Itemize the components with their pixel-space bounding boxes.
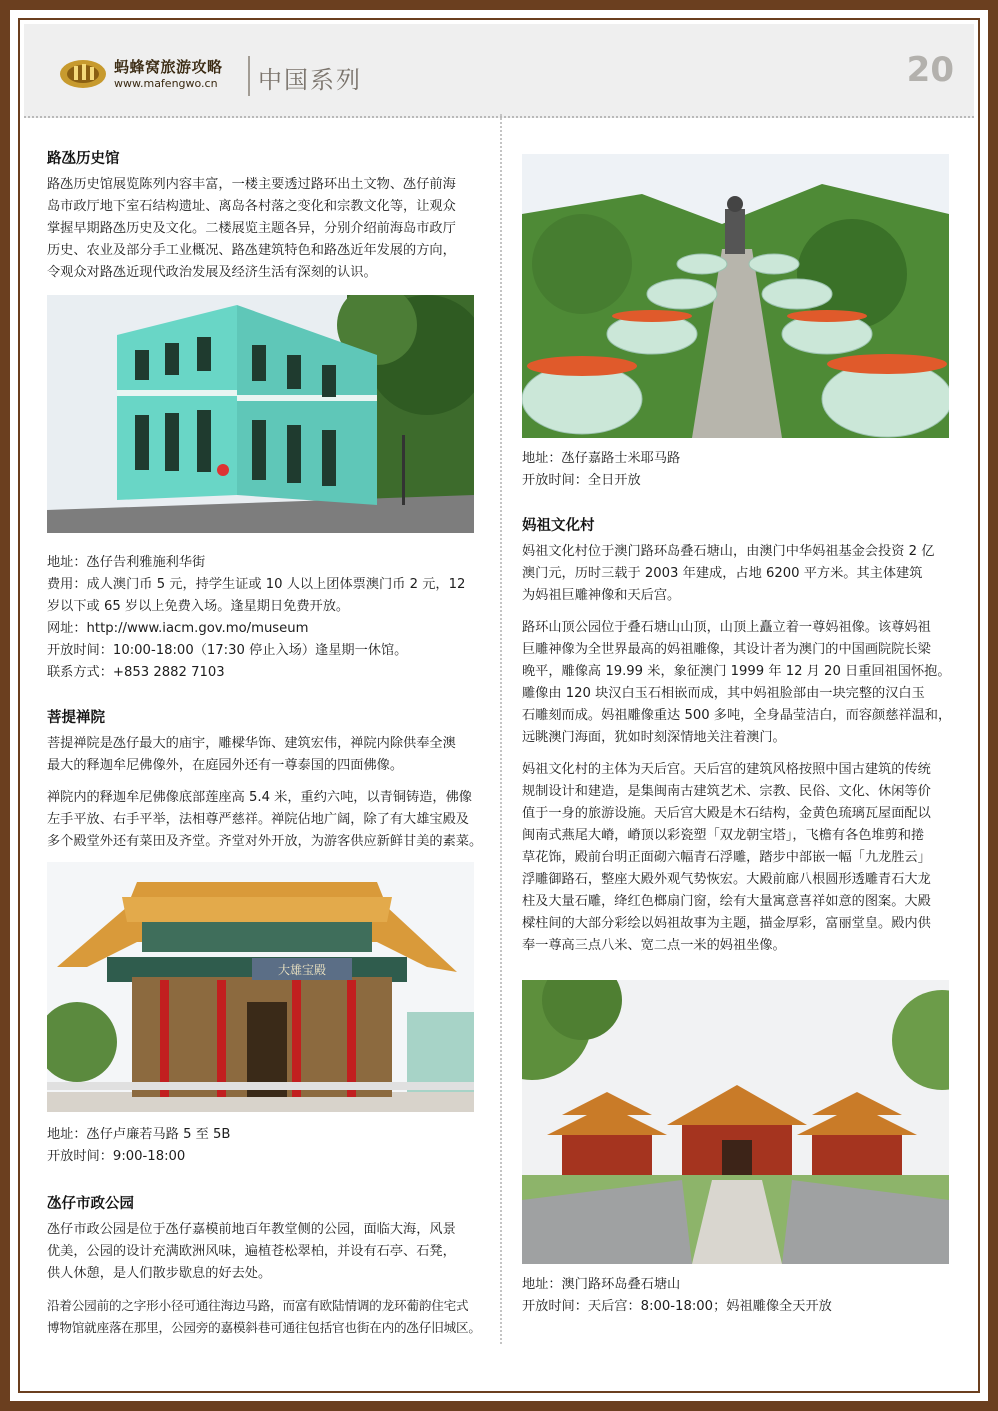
brand-url[interactable]: www.mafengwo.cn bbox=[114, 77, 218, 90]
museum-desc-line: 令观众对路氹近现代政治发展及经济生活有深刻的认识。 bbox=[47, 265, 377, 280]
mazu-hours: 开放时间：天后宫：8:00-18:00；妈祖雕像全天开放 bbox=[522, 1299, 832, 1314]
mazu-p3-line: 值于一身的旅游设施。天后宫大殿是木石结构，金黄色琉璃瓦屋面配以 bbox=[522, 806, 931, 821]
mazu-p1-line: 妈祖文化村位于澳门路环岛叠石塘山，由澳门中华妈祖基金会投资 2 亿 bbox=[522, 544, 935, 559]
mazu-p1-line: 澳门元，历时三载于 2003 年建成，占地 6200 平方米。其主体建筑 bbox=[522, 566, 923, 581]
mazu-address: 地址：澳门路环岛叠石塘山 bbox=[522, 1277, 681, 1292]
mazu-p3-line: 妈祖文化村的主体为天后宫。天后宫的建筑风格按照中国古建筑的传统 bbox=[522, 762, 931, 777]
museum-desc-line: 路氹历史馆展览陈列内容丰富，一楼主要透过路环出土文物、氹仔前海 bbox=[47, 177, 456, 192]
mazu-p2-line: 晚平，雕像高 19.99 米，象征澳门 1999 年 12 月 20 日重回祖国怀抱。 bbox=[522, 664, 951, 679]
brand-name: 蚂蜂窝旅游攻略 bbox=[114, 58, 223, 76]
park-p2-line: 沿着公园前的之字形小径可通往海边马路，而富有欧陆情调的龙环葡韵住宅式 bbox=[47, 1298, 469, 1313]
mazu-temple-photo bbox=[522, 980, 949, 1264]
museum-section bbox=[47, 148, 487, 284]
museum-address: 地址：氹仔告利雅施利华街 bbox=[47, 555, 206, 570]
temple-p2-line: 禅院内的释迦牟尼佛像底部莲座高 5.4 米，重约六吨，以青铜铸造，佛像 bbox=[47, 790, 472, 805]
park-title: 氹仔市政公园 bbox=[47, 1196, 134, 1212]
garden-photo bbox=[522, 154, 949, 438]
park-p1-line: 氹仔市政公园是位于氹仔嘉模前地百年教堂侧的公园，面临大海，风景 bbox=[47, 1222, 456, 1237]
column-divider bbox=[500, 114, 502, 1344]
page bbox=[10, 10, 988, 1401]
mazu-p1-line: 为妈祖巨雕神像和天后宫。 bbox=[522, 588, 681, 603]
park-p1-line: 供人休憩，是人们散步歇息的好去处。 bbox=[47, 1266, 272, 1281]
mazu-p2-line: 雕像由 120 块汉白玉石相嵌而成，其中妈祖脸部由一块完整的汉白玉 bbox=[522, 686, 925, 701]
page-number: 20 bbox=[906, 50, 954, 90]
temple-p1-line: 菩提禅院是氹仔最大的庙宇，雕樑华饰、建筑宏伟，禅院内除供奉全澳 bbox=[47, 736, 456, 751]
temple-p1-line: 最大的释迦牟尼佛像外，在庭园外还有一尊泰国的四面佛像。 bbox=[47, 758, 404, 773]
park-p1-line: 优美，公园的设计充满欧洲风味，遍植苍松翠柏，并设有石亭、石凳， bbox=[47, 1244, 456, 1259]
mazu-section bbox=[522, 515, 962, 957]
mazu-p3-line: 柱及大量石雕，绛红色榔扇门窗，绘有大量寓意喜祥如意的图案。大殿 bbox=[522, 894, 931, 909]
mazu-p3-line: 樑柱间的大部分彩绘以妈祖故事为主题，描金厚彩，富丽堂皇。殿内供 bbox=[522, 916, 931, 931]
temple-hours: 开放时间：9:00-18:00 bbox=[47, 1149, 186, 1164]
park-p2-line: 博物馆就座落在那里，公园旁的嘉模斜巷可通往包括官也街在内的氹仔旧城区。 bbox=[47, 1320, 481, 1335]
garden-address: 地址：氹仔嘉路士米耶马路 bbox=[522, 451, 681, 466]
museum-desc-line: 岛市政厅地下室石结构遗址、离岛各村落之变化和宗教文化等，让观众 bbox=[47, 199, 456, 214]
park-section bbox=[47, 1193, 487, 1339]
mazu-p2-line: 远眺澳门海面，犹如时刻深情地关注着澳门。 bbox=[522, 730, 786, 745]
mazu-p3-line: 规制设计和建造，是集闽南古建筑艺术、宗教、民俗、文化、休闲等价 bbox=[522, 784, 931, 799]
museum-website[interactable]: 网址：http://www.iacm.gov.mo/museum bbox=[47, 621, 309, 636]
museum-fee: 费用：成人澳门币 5 元，持学生证或 10 人以上团体票澳门币 2 元，12 bbox=[47, 577, 466, 592]
temple-sign: 大雄宝殿 bbox=[277, 963, 327, 977]
mafengwo-logo-icon bbox=[58, 54, 108, 90]
mazu-info bbox=[522, 1274, 962, 1318]
garden-info bbox=[522, 448, 962, 492]
temple-title: 菩提禅院 bbox=[47, 710, 105, 726]
museum-photo bbox=[47, 295, 474, 533]
museum-contact: 联系方式：+853 2882 7103 bbox=[47, 665, 225, 680]
garden-hours: 开放时间：全日开放 bbox=[522, 473, 641, 488]
museum-hours: 开放时间：10:00-18:00（17:30 停止入场）逢星期一休馆。 bbox=[47, 643, 408, 658]
temple-address: 地址：氹仔卢廉若马路 5 至 5B bbox=[47, 1127, 231, 1142]
mazu-p3-line: 奉一尊高三点八米、宽二点一米的妈祖坐像。 bbox=[522, 938, 786, 953]
museum-title: 路氹历史馆 bbox=[47, 151, 120, 167]
mazu-p2-line: 巨雕神像为全世界最高的妈祖雕像，其设计者为澳门的中国画院院长梁 bbox=[522, 642, 931, 657]
temple-info bbox=[47, 1124, 487, 1168]
mazu-p2-line: 路环山顶公园位于叠石塘山山顶，山顶上矗立着一尊妈祖像。该尊妈祖 bbox=[522, 620, 931, 635]
mazu-title: 妈祖文化村 bbox=[522, 518, 595, 534]
temple-p2-line: 左手平放、右手平举，法相尊严慈祥。禅院佔地广阔，除了有大雄宝殿及 bbox=[47, 812, 469, 827]
museum-info bbox=[47, 552, 487, 684]
mazu-p3-line: 浮雕御路石，整座大殿外观气势恢宏。大殿前廊八根圆形透雕青石大龙 bbox=[522, 872, 931, 887]
header-divider bbox=[248, 56, 250, 96]
series-title: 中国系列 bbox=[258, 66, 362, 94]
museum-desc-line: 历史、农业及部分手工业概况、路氹建筑特色和路氹近年发展的方向， bbox=[47, 243, 456, 258]
temple-section bbox=[47, 707, 487, 853]
museum-desc-line: 掌握早期路氹历史及文化。二楼展览主题各异，分别介绍前海岛市政厅 bbox=[47, 221, 456, 236]
temple-photo bbox=[47, 862, 474, 1112]
temple-p2-line: 多个殿堂外还有菜田及齐堂。齐堂对外开放，为游客供应新鲜甘美的素菜。 bbox=[47, 834, 483, 849]
museum-fee-cont: 岁以下或 65 岁以上免费入场。逢星期日免费开放。 bbox=[47, 599, 350, 614]
mazu-p3-line: 草花饰，殿前台明正面砌六幅青石浮雕，踏步中部嵌一幅「九龙胜云」 bbox=[522, 850, 931, 865]
mazu-p2-line: 石雕刻而成。妈祖雕像重达 500 多吨，全身晶莹洁白，而容颜慈祥温和， bbox=[522, 708, 952, 723]
page-header bbox=[24, 24, 974, 118]
mazu-p3-line: 闽南式燕尾大嵴，嵴顶以彩瓷塑「双龙朝宝塔」，飞檐有各色堆剪和捲 bbox=[522, 828, 925, 843]
